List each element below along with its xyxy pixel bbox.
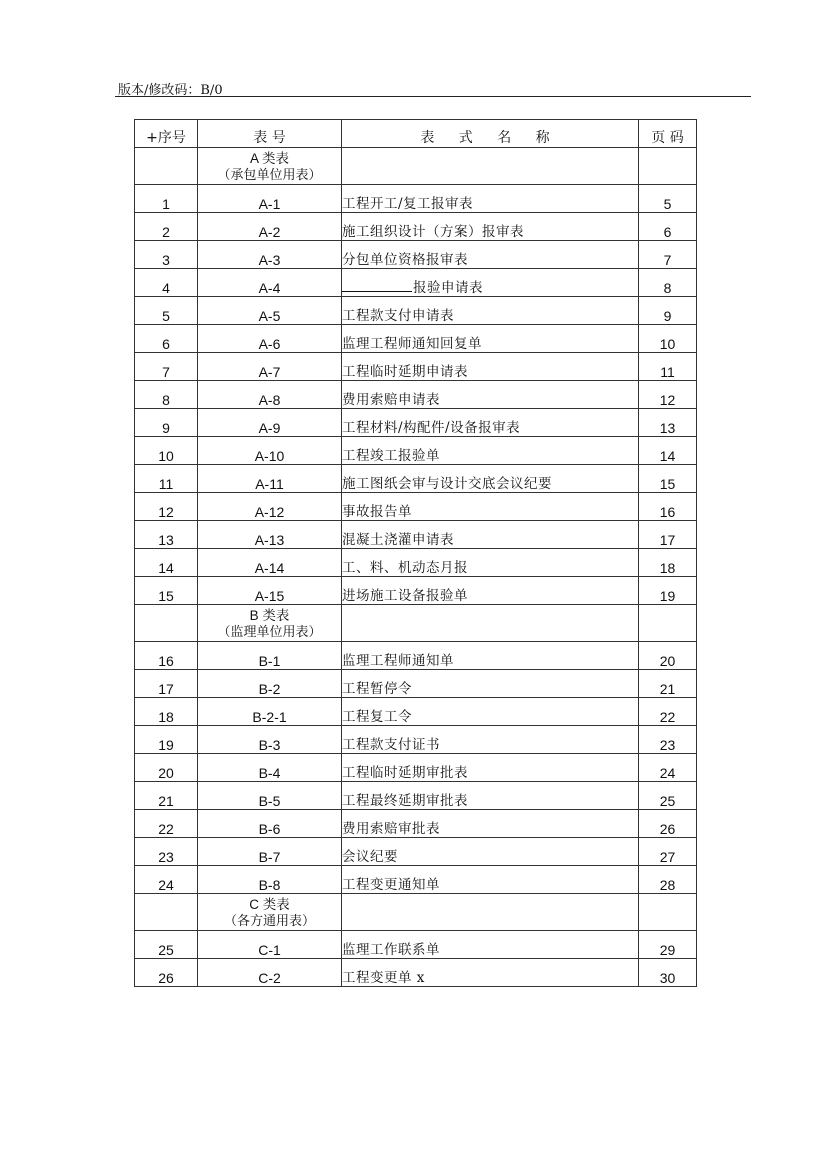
section-empty-cell [639,605,697,642]
seq-cell: 1 [135,185,198,213]
page-number-cell: 18 [639,549,697,577]
table-row [135,810,697,838]
page-number-cell: 16 [639,493,697,521]
page-number-cell: 24 [639,754,697,782]
seq-cell: 3 [135,241,198,269]
table-row [135,642,697,670]
page-number-cell: 17 [639,521,697,549]
seq-cell: 20 [135,754,198,782]
form-code-cell: B-2 [198,670,342,698]
form-name-cell: 监理工程师通知单 [342,642,639,670]
table-row [135,213,697,241]
page-number-cell: 7 [639,241,697,269]
form-name-cell: 工程临时延期申请表 [342,353,639,381]
form-name-cell: 费用索赔申请表 [342,381,639,409]
header-divider [115,96,751,97]
form-name-cell: 工程变更单 x [342,959,639,987]
form-code-cell: A-11 [198,465,342,493]
seq-cell: 25 [135,931,198,959]
form-code-cell: A-15 [198,577,342,605]
table-header-row [135,120,697,148]
col-header-code: 表 号 [198,120,342,148]
form-name-cell: 混凝土浇灌申请表 [342,521,639,549]
table-row [135,353,697,381]
form-code-cell: A-5 [198,297,342,325]
section-empty-cell [639,894,697,931]
form-code-cell: A-4 [198,269,342,297]
page-number-cell: 23 [639,726,697,754]
form-code-cell: A-7 [198,353,342,381]
section-description: （各方通用表） [223,914,315,929]
table-row [135,241,697,269]
form-name-cell: 进场施工设备报验单 [342,577,639,605]
form-name-cell: 工程变更通知单 [342,866,639,894]
page-number-cell: 30 [639,959,697,987]
section-empty-cell [135,605,198,642]
form-code-cell: B-2-1 [198,698,342,726]
form-name-cell: 工程临时延期审批表 [342,754,639,782]
page-number-cell: 25 [639,782,697,810]
form-code-cell: B-4 [198,754,342,782]
form-name-cell: 工程暂停令 [342,670,639,698]
form-code-cell: B-5 [198,782,342,810]
form-code-cell: A-2 [198,213,342,241]
page-number-cell: 8 [639,269,697,297]
table-row [135,549,697,577]
section-empty-cell [135,148,198,185]
section-description: （监理单位用表） [217,625,322,640]
table-row [135,782,697,810]
col-header-seq: +序号 [135,120,198,148]
form-name-cell: 工程材料/构配件/设备报审表 [342,409,639,437]
seq-cell: 7 [135,353,198,381]
version-label: 版本/修改码：B/0 [118,83,223,98]
table-row [135,726,697,754]
section-empty-cell [135,894,198,931]
form-name-cell: 工程最终延期审批表 [342,782,639,810]
form-code-cell: B-3 [198,726,342,754]
seq-cell: 19 [135,726,198,754]
table-row [135,269,697,297]
form-code-cell: B-8 [198,866,342,894]
section-type: C 类表 [249,897,290,912]
page-number-cell: 20 [639,642,697,670]
form-code-cell: C-2 [198,959,342,987]
seq-cell: 5 [135,297,198,325]
page-number-cell: 9 [639,297,697,325]
seq-cell: 15 [135,577,198,605]
page-number-cell: 21 [639,670,697,698]
form-name-cell: 工程款支付申请表 [342,297,639,325]
form-name-cell: 工程竣工报验单 [342,437,639,465]
section-empty-cell [342,148,639,185]
seq-cell: 22 [135,810,198,838]
form-code-cell: B-7 [198,838,342,866]
seq-cell: 14 [135,549,198,577]
page-number-cell: 22 [639,698,697,726]
col-header-name: 表 式 名 称 [342,120,639,148]
fill-in-blank [342,279,412,292]
seq-cell: 16 [135,642,198,670]
seq-cell: 23 [135,838,198,866]
form-name-cell: 工程复工令 [342,698,639,726]
form-index-table [134,119,697,987]
page-number-cell: 11 [639,353,697,381]
table-row [135,931,697,959]
table-row [135,325,697,353]
form-name-cell: 施工图纸会审与设计交底会议纪要 [342,465,639,493]
form-code-cell: A-9 [198,409,342,437]
seq-cell: 26 [135,959,198,987]
section-empty-cell [342,894,639,931]
page-number-cell: 12 [639,381,697,409]
form-name-cell: 施工组织设计（方案）报审表 [342,213,639,241]
page-number-cell: 28 [639,866,697,894]
section-header-row [135,894,697,931]
form-name-cell: 费用索赔审批表 [342,810,639,838]
table-row [135,698,697,726]
section-type: A 类表 [249,151,289,166]
form-code-cell: A-8 [198,381,342,409]
page-number-cell: 5 [639,185,697,213]
form-name-cell: 工程开工/复工报审表 [342,185,639,213]
seq-cell: 2 [135,213,198,241]
table-row [135,409,697,437]
page-number-cell: 29 [639,931,697,959]
seq-cell: 4 [135,269,198,297]
form-code-cell: A-14 [198,549,342,577]
section-type: B 类表 [249,608,290,623]
seq-cell: 12 [135,493,198,521]
seq-cell: 11 [135,465,198,493]
table-row [135,297,697,325]
section-header-row [135,148,697,185]
seq-cell: 13 [135,521,198,549]
table-row [135,866,697,894]
table-row [135,381,697,409]
page-number-cell: 13 [639,409,697,437]
page-number-cell: 27 [639,838,697,866]
form-name-cell: 事故报告单 [342,493,639,521]
form-name-text: 报验申请表 [413,280,483,296]
section-empty-cell [639,148,697,185]
table-row [135,437,697,465]
section-description: （承包单位用表） [217,168,322,183]
form-code-cell: B-1 [198,642,342,670]
form-name-cell: 监理工程师通知回复单 [342,325,639,353]
page-number-cell: 6 [639,213,697,241]
form-code-cell: A-1 [198,185,342,213]
form-name-cell: 工程款支付证书 [342,726,639,754]
table-row [135,670,697,698]
table-row [135,465,697,493]
table-row [135,754,697,782]
form-name-cell [342,269,639,297]
form-code-cell: A-13 [198,521,342,549]
seq-cell: 8 [135,381,198,409]
form-name-cell: 分包单位资格报审表 [342,241,639,269]
form-code-cell: A-12 [198,493,342,521]
table-row [135,521,697,549]
seq-cell: 9 [135,409,198,437]
table-row [135,959,697,987]
seq-cell: 17 [135,670,198,698]
table-row [135,838,697,866]
seq-cell: 18 [135,698,198,726]
page-number-cell: 14 [639,437,697,465]
seq-cell: 10 [135,437,198,465]
page-number-cell: 10 [639,325,697,353]
table-row [135,493,697,521]
form-code-cell: A-3 [198,241,342,269]
section-label [198,605,342,642]
section-label [198,894,342,931]
col-header-page: 页 码 [639,120,697,148]
form-code-cell: C-1 [198,931,342,959]
form-code-cell: A-10 [198,437,342,465]
section-label [198,148,342,185]
section-header-row [135,605,697,642]
table-row [135,185,697,213]
seq-cell: 21 [135,782,198,810]
seq-cell: 6 [135,325,198,353]
page-number-cell: 19 [639,577,697,605]
section-empty-cell [342,605,639,642]
form-name-cell: 会议纪要 [342,838,639,866]
page-number-cell: 26 [639,810,697,838]
form-name-cell: 监理工作联系单 [342,931,639,959]
form-code-cell: A-6 [198,325,342,353]
seq-cell: 24 [135,866,198,894]
table-row [135,577,697,605]
form-name-cell: 工、料、机动态月报 [342,549,639,577]
page-number-cell: 15 [639,465,697,493]
table-body [135,148,697,987]
form-code-cell: B-6 [198,810,342,838]
